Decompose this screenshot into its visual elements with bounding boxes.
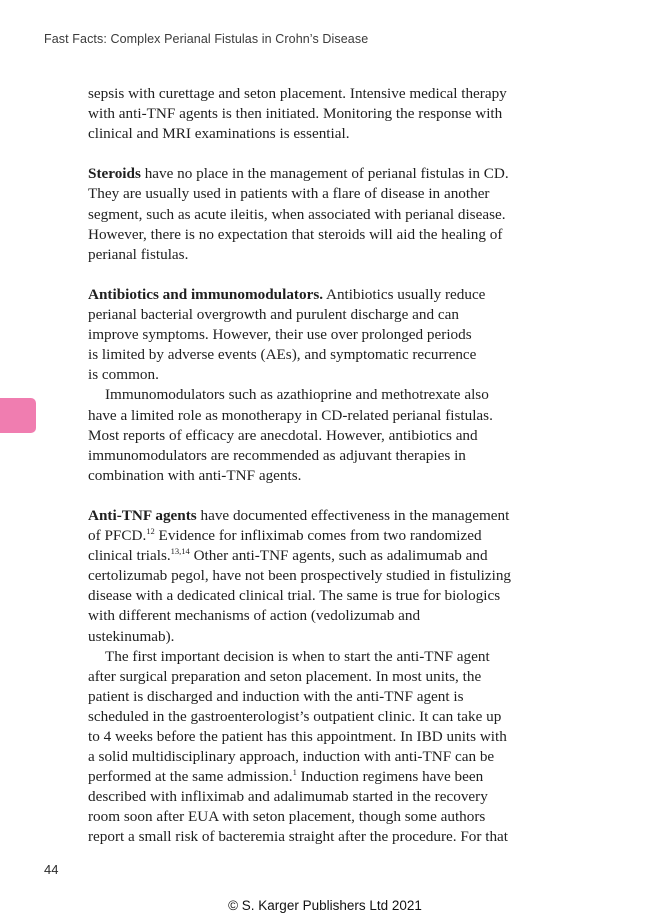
citation-ref: 1	[292, 767, 297, 778]
text-line: However, there is no expectation that steroids will aid the healing of	[88, 225, 503, 243]
text-line	[88, 506, 558, 526]
text-line: perianal bacterial overgrowth and purulent discharge and can	[88, 306, 459, 324]
text-run: performed at the same admission.	[88, 768, 293, 786]
citation-ref: 13,14	[170, 546, 190, 557]
anti-tnf-heading: Anti-TNF agents	[88, 506, 197, 524]
text-run: have documented effectiveness in the management	[196, 506, 510, 524]
text-line: have a limited role as monotherapy in CD-related perianal fistulas.	[88, 406, 493, 424]
text-line: patient is discharged and induction with the anti-TNF agent is	[88, 687, 464, 705]
text-line: scheduled in the gastroenterologist’s outpatient clinic. It can take up	[88, 707, 502, 725]
text-line: improve symptoms. However, their use over prolonged periods	[88, 326, 472, 344]
text-line: a solid multidisciplinary approach, induction with anti-TNF can be	[88, 748, 495, 766]
text-line: perianal fistulas.	[88, 245, 189, 263]
text-line	[88, 767, 558, 787]
page-number: 44	[44, 862, 59, 877]
text-line: They are usually used in patients with a flare of disease in another	[88, 185, 490, 203]
text-line: The first important decision is when to start the anti-TNF agent	[105, 647, 490, 665]
text-run: Induction regimens have been	[296, 768, 484, 786]
text-run: of PFCD.	[88, 527, 147, 545]
text-run: Antibiotics usually reduce	[323, 285, 486, 303]
text-line	[88, 164, 558, 184]
text-line	[88, 285, 558, 305]
text-line: clinical and MRI examinations is essential.	[88, 125, 350, 143]
text-line: is limited by adverse events (AEs), and symptomatic recurrence	[88, 346, 477, 364]
text-line: Most reports of efficacy are anecdotal. However, antibiotics and	[88, 426, 478, 444]
text-line: report a small risk of bacteremia straight after the procedure. For that	[88, 828, 509, 846]
text-run: clinical trials.	[88, 547, 171, 565]
antibiotics-heading: Antibiotics and immunomodulators.	[88, 285, 324, 303]
text-run: Evidence for infliximab comes from two randomized	[154, 527, 482, 545]
text-line: described with infliximab and adalimumab started in the recovery	[88, 788, 488, 806]
text-line: disease with a dedicated clinical trial. The same is true for biologics	[88, 587, 501, 605]
text-run: have no place in the management of perianal fistulas in CD.	[140, 165, 509, 183]
copyright-notice: © S. Karger Publishers Ltd 2021	[228, 898, 422, 913]
text-line: after surgical preparation and seton placement. In most units, the	[88, 667, 482, 685]
text-line: Immunomodulators such as azathioprine and methotrexate also	[105, 386, 489, 404]
text-line: with different mechanisms of action (vedolizumab and	[88, 607, 421, 625]
text-run: Other anti-TNF agents, such as adalimumab and	[189, 547, 488, 565]
text-line: segment, such as acute ileitis, when associated with perianal disease.	[88, 205, 506, 223]
citation-ref: 12	[146, 526, 155, 537]
text-line: ustekinumab).	[88, 627, 175, 645]
chapter-tab	[0, 398, 36, 433]
running-header: Fast Facts: Complex Perianal Fistulas in Crohn’s Disease	[44, 32, 369, 46]
text-line: with anti-TNF agents is then initiated. Monitoring the response with	[88, 105, 503, 123]
text-line: certolizumab pegol, have not been prospectively studied in fistulizing	[88, 567, 512, 585]
text-line: immunomodulators are recommended as adjuvant therapies in	[88, 446, 466, 464]
body-text	[88, 84, 558, 848]
text-line: combination with anti-TNF agents.	[88, 466, 302, 484]
text-line: sepsis with curettage and seton placement. Intensive medical therapy	[88, 85, 507, 102]
steroids-heading: Steroids	[88, 165, 141, 183]
text-line	[88, 526, 558, 546]
text-line: is common.	[88, 366, 159, 384]
text-line: to 4 weeks before the patient has this appointment. In IBD units with	[88, 728, 507, 745]
text-line	[88, 546, 558, 566]
text-line: room soon after EUA with seton placement, though some authors	[88, 808, 486, 826]
